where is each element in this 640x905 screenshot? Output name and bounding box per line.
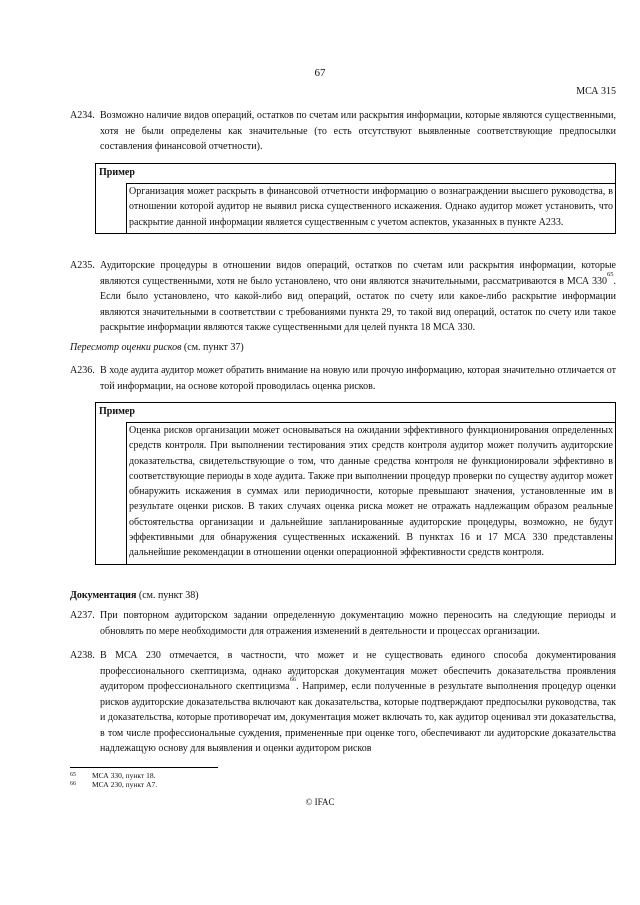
example-title: Пример	[99, 406, 135, 417]
paragraph-a238	[70, 648, 616, 757]
paragraph-number: A235.	[70, 260, 95, 271]
example-box-1	[95, 163, 616, 234]
page-number: 67	[314, 67, 326, 79]
paragraph-text: Возможно наличие видов операций, остатков по счетам или раскрытия информации, которые являются существенными, хотя не были определены как значительные (то есть отсутствуют выявленные соответствующие предпосылки составления финансовой отчетности).	[100, 110, 616, 152]
footnote-separator	[70, 767, 218, 768]
paragraph-text: При повторном аудиторском задании определенную документацию можно переносить на следующие периоды и обновлять по мере необходимости для отражения изменений в деятельности и процессах организации.	[100, 610, 616, 637]
paragraph-text: В ходе аудита аудитор может обратить внимание на новую или прочую информацию, которая значительно отличается от той информации, на основе которой проводилась оценка рисков.	[100, 365, 616, 392]
standard-code: МСА 315	[576, 86, 616, 97]
footnote-ref-66: 66	[289, 676, 297, 683]
paragraph-number: A237.	[70, 610, 95, 621]
copyright: © IFAC	[305, 797, 335, 807]
paragraph-a236	[70, 363, 616, 394]
example-text: Организация может раскрыть в финансовой отчетности информацию о вознаграждении высшего руководства, в отношении которой аудитор не выявил риска существенного искажения. Однако аудитор может установить, что раскрытие данной информации является существенным с учетом аспектов, указанных в пункте A233.	[126, 183, 615, 233]
paragraph-a237	[70, 608, 616, 639]
example-text: Оценка рисков организации может основываться на ожидании эффективного функционирования определенных средств контроля. При выполнении тестирования этих средств контроля аудитор может получить аудиторские доказательства, свидетельствующие о том, что данные средства контроля не функционировали эффективно в соответствующие периоды в ходе аудита. Также при выполнении процедур проверки по существу аудитор может обнаружить искажения в суммах или периодичности, которые превышают значения, установленные им в результате оценки рисков. В таких случаях оценка риска может не отражать надлежащим образом реальные обстоятельства организации и дальнейшие запланированные аудиторские процедуры, возможно, не будут эффективными для обнаружения существенных искажений. В пунктах 16 и 17 МСА 330 представлены дальнейшие рекомендации в отношении оценки операционной эффективности средств контроля.	[126, 422, 615, 564]
paragraph-number: A238.	[70, 650, 95, 661]
paragraph-number: A234.	[70, 110, 95, 121]
subheading-documentation: Документация (см. пункт 38)	[70, 590, 199, 601]
subheading-risk-revision: Пересмотр оценки рисков (см. пункт 37)	[70, 342, 244, 353]
footnote-66: 66 МСА 230, пункт A7.	[70, 780, 158, 789]
paragraph-text: В МСА 230 отмечается, в частности, что может и не существовать единого способа документирования профессионального скептицизма, однако аудиторская документация может обеспечить доказательства проявления аудитором профессионального скептицизма$^{66}$. Например, если полученные в результате выполнения процедур оценки рисков аудиторские доказательства включают как доказательства, которые подтверждают предпосылки руководства, так и доказательства, которые противоречат им, документация может включать то, как аудитор оценивал эти доказательства, в том числе профессиональные суждения, примененные при оценке того, обеспечивают ли аудиторские доказательства надлежащую основу для выявления и оценки аудитором рисков	[100, 650, 616, 754]
paragraph-text: Аудиторские процедуры в отношении видов операций, остатков по счетам или раскрытия информации, которые являются существенными, хотя не было установлено, что они являются значительными, рассматриваются в МСА $330^{65}$. Если было установлено, что какой-либо вид операций, остаток по счету или какое-либо раскрытие информации являются значительными в соответствии с требованиями пункта 29, то такой вид операций, остаток по счету или такое раскрытие информации являются также существенными для целей пункта 18 МСА 330.	[100, 260, 616, 333]
paragraph-a235	[70, 258, 616, 336]
footnote-65: 65 МСА 330, пункт 18.	[70, 771, 156, 780]
paragraph-number: A236.	[70, 365, 95, 376]
footnote-ref-65: 65	[607, 270, 614, 278]
paragraph-a234	[70, 108, 616, 155]
example-title: Пример	[99, 167, 135, 178]
example-box-2	[95, 402, 616, 565]
